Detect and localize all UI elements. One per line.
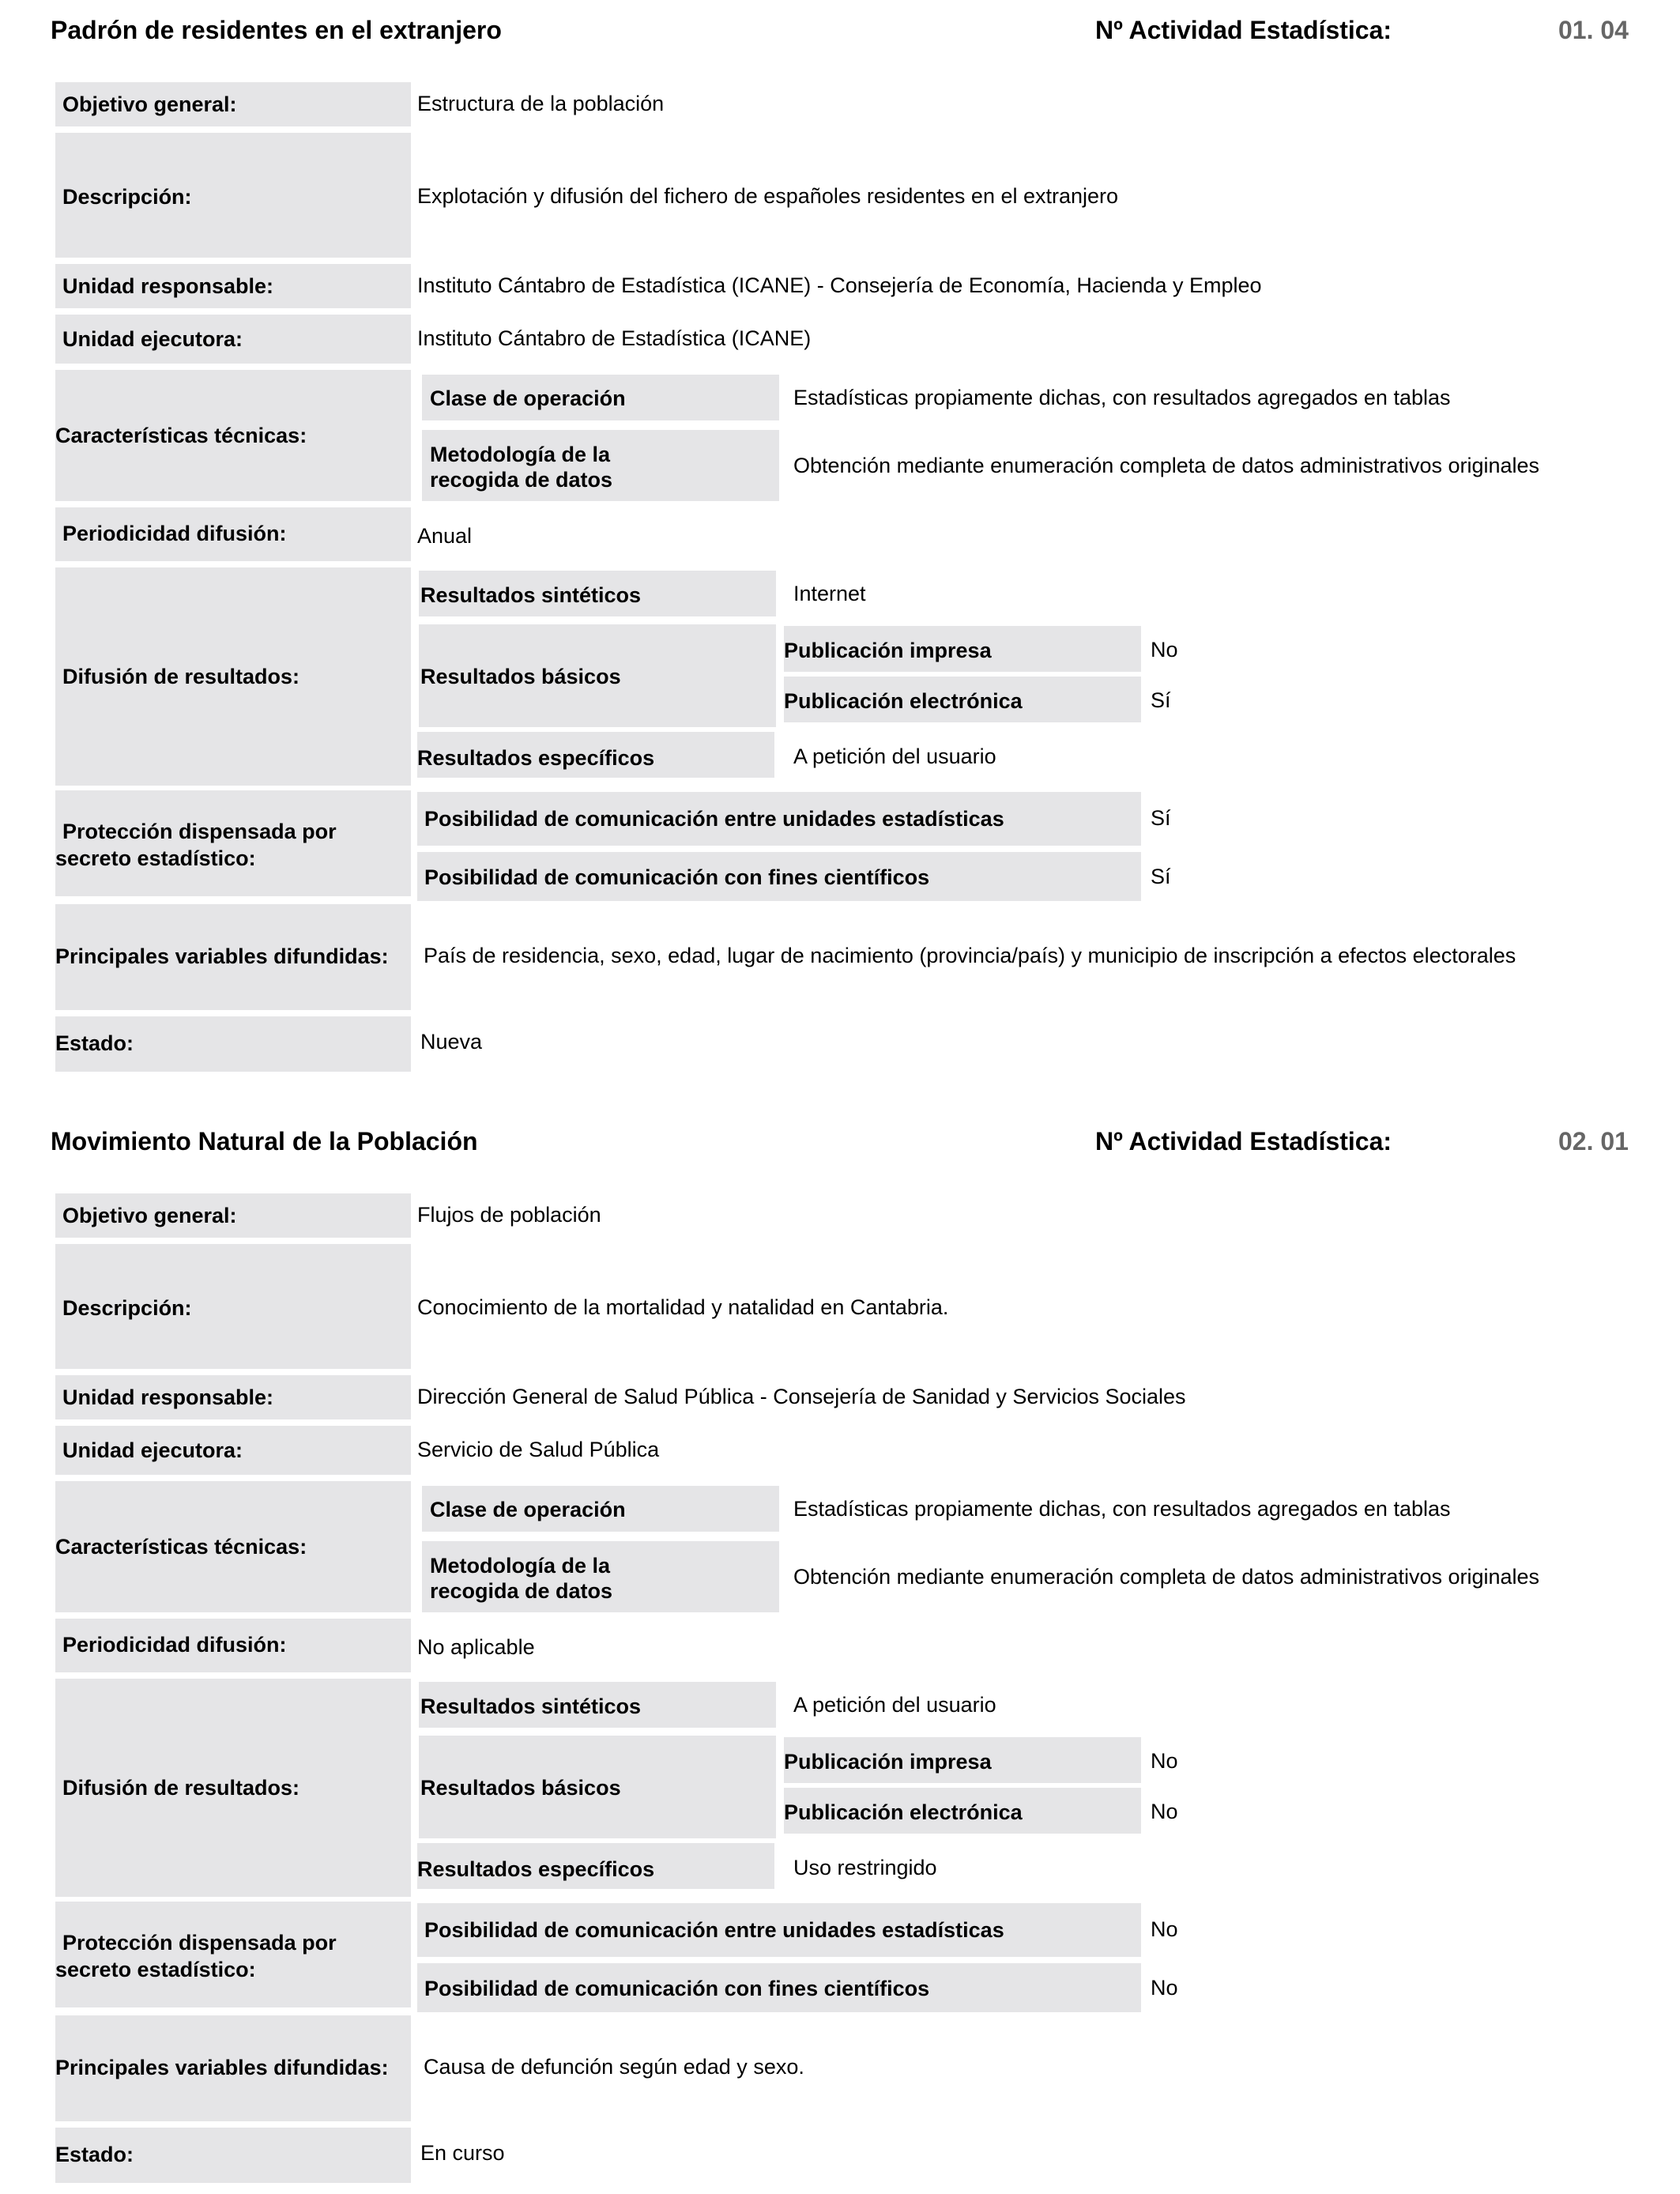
impresa-label: Publicación impresa xyxy=(784,1750,992,1774)
sinteticos-label: Resultados sintéticos xyxy=(420,583,642,607)
com-unidades-label: Posibilidad de comunicación entre unidades estadísticas xyxy=(424,1918,1004,1942)
com-cientificos-label: Posibilidad de comunicación con fines científicos xyxy=(424,1977,930,2000)
activity-label: Nº Actividad Estadística: xyxy=(1095,16,1392,44)
unidad-responsable-value: Dirección General de Salud Pública - Consejería de Sanidad y Servicios Sociales xyxy=(417,1385,1186,1408)
descripcion-value: Explotación y difusión del fichero de españoles residentes en el extranjero xyxy=(417,184,1119,208)
estado-value: En curso xyxy=(420,2141,505,2165)
sinteticos-value: A petición del usuario xyxy=(793,1693,996,1717)
metodologia-label-2: recogida de datos xyxy=(430,468,613,492)
section-2 xyxy=(0,1111,1680,2194)
impresa-value: No xyxy=(1151,638,1178,662)
basicos-label: Resultados básicos xyxy=(420,1776,621,1800)
sinteticos-value: Internet xyxy=(793,582,866,605)
metodologia-label-2: recogida de datos xyxy=(430,1579,613,1603)
unidad-responsable-label: Unidad responsable: xyxy=(62,274,274,298)
descripcion-label: Descripción: xyxy=(62,185,192,209)
impresa-value: No xyxy=(1151,1749,1178,1773)
impresa-label: Publicación impresa xyxy=(784,639,992,662)
variables-label: Principales variables difundidas: xyxy=(55,2056,389,2079)
activity-number: 02. 01 xyxy=(1558,1127,1629,1155)
periodicidad-value: Anual xyxy=(417,524,473,548)
descripcion-value: Conocimiento de la mortalidad y natalidad en Cantabria. xyxy=(417,1295,949,1319)
estado-label: Estado: xyxy=(55,1031,134,1055)
proteccion-label-1: Protección dispensada por xyxy=(62,820,337,843)
periodicidad-label: Periodicidad difusión: xyxy=(62,1633,287,1657)
metodologia-value: Obtención mediante enumeración completa de datos administrativos originales xyxy=(793,1565,1540,1589)
caracteristicas-label: Características técnicas: xyxy=(55,1535,307,1559)
com-cientificos-label: Posibilidad de comunicación con fines científicos xyxy=(424,865,930,889)
difusion-label: Difusión de resultados: xyxy=(62,665,300,688)
difusion-label: Difusión de resultados: xyxy=(62,1776,300,1800)
metodologia-value: Obtención mediante enumeración completa de datos administrativos originales xyxy=(793,454,1540,477)
com-cientificos-value: Sí xyxy=(1151,865,1171,888)
clase-operacion-value: Estadísticas propiamente dichas, con resultados agregados en tablas xyxy=(793,1497,1451,1521)
proteccion-label-2: secreto estadístico: xyxy=(55,1958,256,1981)
variables-label: Principales variables difundidas: xyxy=(55,944,389,968)
unidad-ejecutora-value: Instituto Cántabro de Estadística (ICANE) xyxy=(417,326,812,350)
section-title: Movimiento Natural de la Población xyxy=(51,1127,478,1155)
variables-value: Causa de defunción según edad y sexo. xyxy=(424,2055,804,2079)
clase-operacion-label: Clase de operación xyxy=(430,386,626,410)
especificos-label: Resultados específicos xyxy=(417,746,655,770)
com-unidades-value: Sí xyxy=(1151,806,1171,830)
com-unidades-value: No xyxy=(1151,1917,1178,1941)
section-title: Padrón de residentes en el extranjero xyxy=(51,16,502,44)
estado-label: Estado: xyxy=(55,2143,134,2166)
electronica-value: Sí xyxy=(1151,688,1171,712)
metodologia-label-1: Metodología de la xyxy=(430,443,611,466)
metodologia-label-1: Metodología de la xyxy=(430,1554,611,1578)
clase-operacion-label: Clase de operación xyxy=(430,1498,626,1521)
unidad-ejecutora-label: Unidad ejecutora: xyxy=(62,1438,243,1462)
clase-operacion-value: Estadísticas propiamente dichas, con resultados agregados en tablas xyxy=(793,386,1451,409)
electronica-label: Publicación electrónica xyxy=(784,689,1023,713)
periodicidad-label: Periodicidad difusión: xyxy=(62,522,287,545)
unidad-ejecutora-value: Servicio de Salud Pública xyxy=(417,1438,660,1461)
especificos-value: Uso restringido xyxy=(793,1856,937,1879)
proteccion-label-1: Protección dispensada por xyxy=(62,1931,337,1955)
especificos-value: A petición del usuario xyxy=(793,745,996,768)
unidad-responsable-value: Instituto Cántabro de Estadística (ICANE) - Consejería de Economía, Hacienda y Empleo xyxy=(417,273,1262,297)
estado-value: Nueva xyxy=(420,1030,483,1054)
com-unidades-label: Posibilidad de comunicación entre unidades estadísticas xyxy=(424,807,1004,831)
activity-number: 01. 04 xyxy=(1558,16,1629,44)
activity-label: Nº Actividad Estadística: xyxy=(1095,1127,1392,1155)
objetivo-value: Estructura de la población xyxy=(417,92,665,115)
caracteristicas-label: Características técnicas: xyxy=(55,424,307,447)
objetivo-value: Flujos de población xyxy=(417,1203,601,1227)
objetivo-label: Objetivo general: xyxy=(62,1204,237,1227)
unidad-responsable-label: Unidad responsable: xyxy=(62,1385,274,1409)
unidad-ejecutora-label: Unidad ejecutora: xyxy=(62,327,243,351)
proteccion-label-2: secreto estadístico: xyxy=(55,846,256,870)
descripcion-label: Descripción: xyxy=(62,1296,192,1320)
basicos-label: Resultados básicos xyxy=(420,665,621,688)
variables-value: País de residencia, sexo, edad, lugar de nacimiento (provincia/país) y municipio de inscripción a efectos electorales xyxy=(424,944,1516,967)
especificos-label: Resultados específicos xyxy=(417,1857,655,1881)
periodicidad-value: No aplicable xyxy=(417,1635,535,1659)
electronica-label: Publicación electrónica xyxy=(784,1800,1023,1824)
com-cientificos-value: No xyxy=(1151,1976,1178,2000)
electronica-value: No xyxy=(1151,1800,1178,1823)
objetivo-label: Objetivo general: xyxy=(62,92,237,116)
sinteticos-label: Resultados sintéticos xyxy=(420,1695,642,1718)
